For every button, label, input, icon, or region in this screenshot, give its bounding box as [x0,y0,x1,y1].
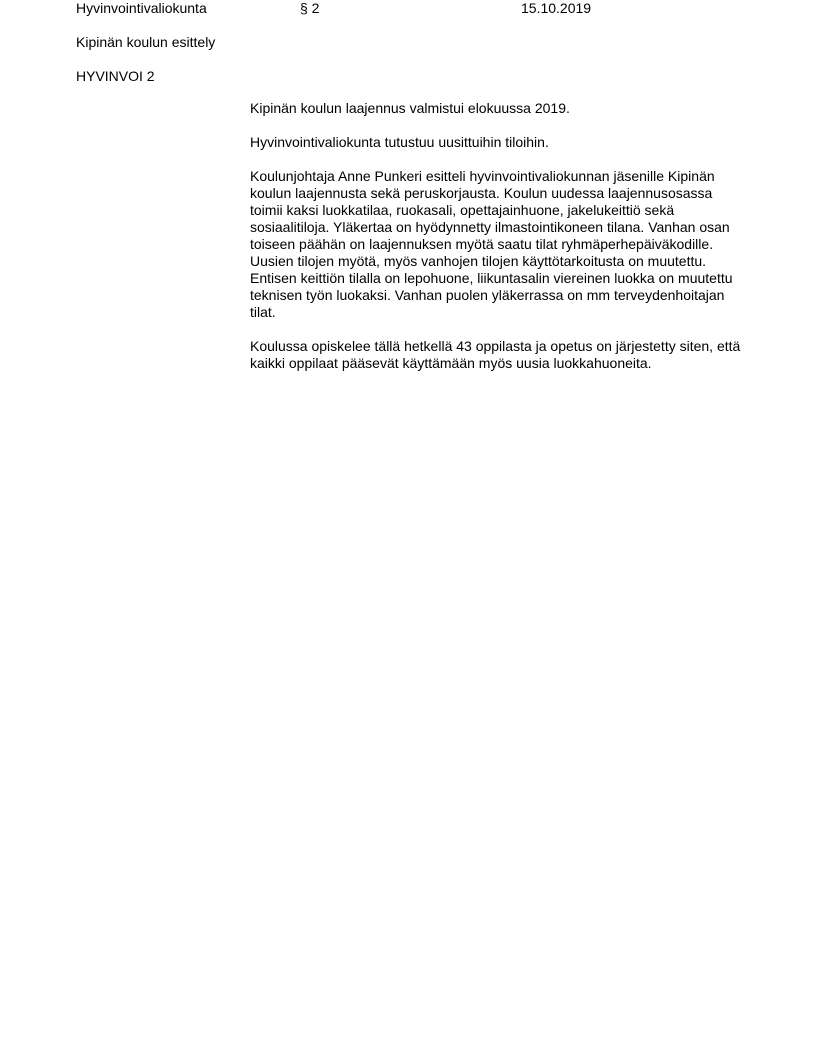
document-body [250,100,745,389]
body-paragraph: Hyvinvointivaliokunta tutustuu uusittuihin tiloihin. [250,134,549,150]
body-paragraph: Kipinän koulun laajennus valmistui elokuussa 2019. [250,100,570,116]
section-number: § 2 [300,0,320,16]
meeting-date: 15.10.2019 [521,0,592,16]
committee-name: Hyvinvointivaliokunta [76,0,207,16]
item-reference: HYVINVOI 2 [76,68,155,84]
item-subject: Kipinän koulun esittely [76,34,216,50]
body-paragraph: Koulunjohtaja Anne Punkeri esitteli hyvinvointivaliokunnan jäsenille Kipinän koulun laajennusta sekä peruskorjausta. Koulun uudessa laajennusosassa toimii kaksi luokkatilaa, ruokasali, opettajainhuone, jakelukeittiö sekä sosiaalitiloja. Yläkertaa on hyödynnetty ilmastointikoneen tilana. Vanhan osan toiseen päähän on laajennuksen myötä saatu tilat ryhmäperhepäiväkodille. Uusien tilojen myötä, myös vanhojen tilojen käyttötarkoitusta on muutettu. Entisen keittiön tilalla on lepohuone, liikuntasalin viereinen luokka on muutettu teknisen työn luokaksi. Vanhan puolen yläkerrassa on mm terveydenhoitajan tilat. [250,168,733,320]
document-header [0,0,816,18]
body-paragraph: Koulussa opiskelee tällä hetkellä 43 oppilasta ja opetus on järjestetty siten, että kaikki oppilaat pääsevät käyttämään myös uusia luokkahuoneita. [250,338,741,371]
